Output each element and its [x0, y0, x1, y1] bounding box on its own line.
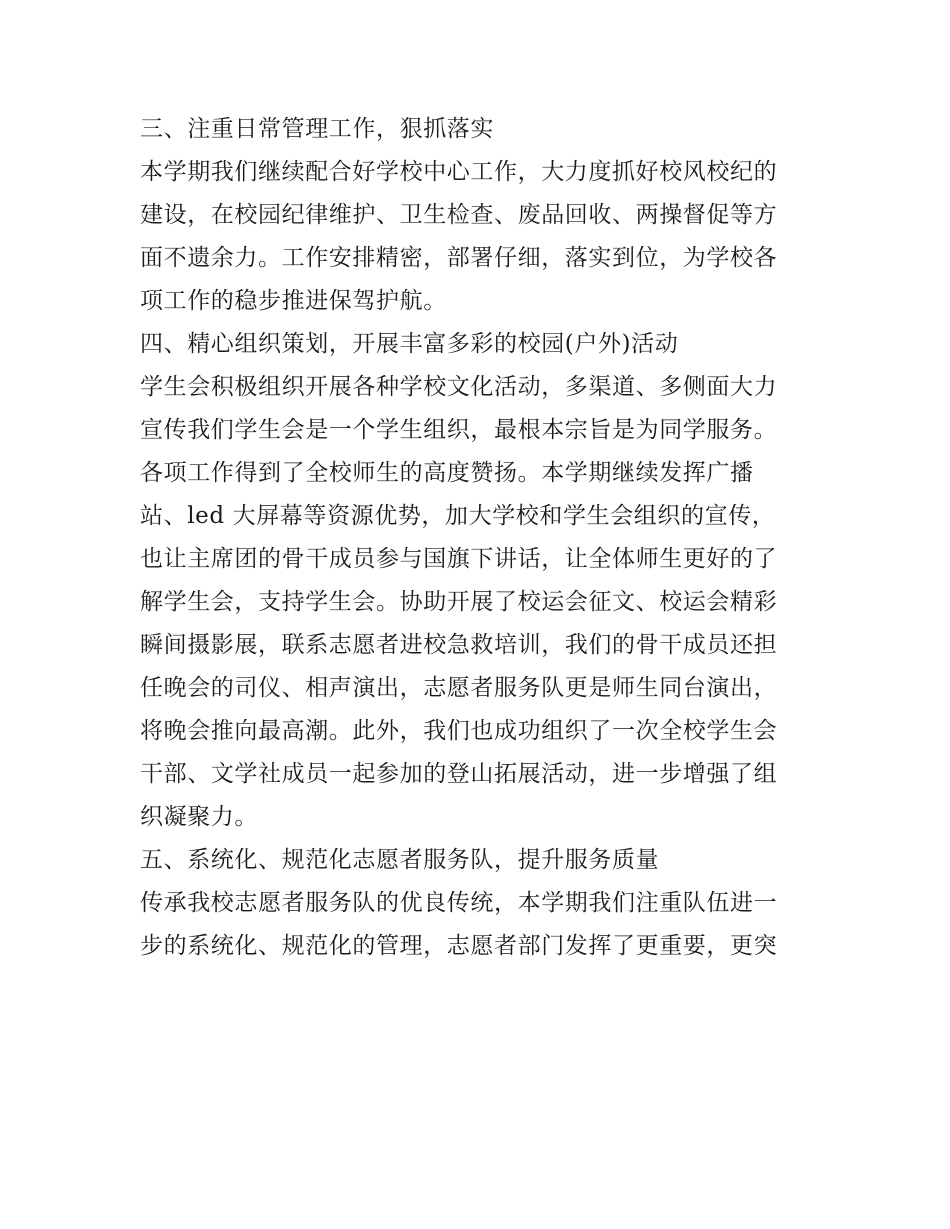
paragraph-line: 站、led 大屏幕等资源优势，加大学校和学生会组织的宣传， — [140, 503, 776, 529]
section-heading-5: 五、系统化、规范化志愿者服务队，提升服务质量 — [140, 847, 660, 873]
paragraph-line: 也让主席团的骨干成员参与国旗下讲话，让全体师生更好的了 — [140, 546, 778, 572]
paragraph-line: 干部、文学社成员一起参加的登山拓展活动，进一步增强了组 — [140, 761, 778, 787]
paragraph-line: 织凝聚力。 — [140, 804, 258, 830]
paragraph-line: 各项工作得到了全校师生的高度赞扬。本学期继续发挥广播 — [140, 460, 754, 486]
paragraph-line: 建设，在校园纪律维护、卫生检查、废品回收、两操督促等方 — [140, 202, 778, 228]
section-heading-4: 四、精心组织策划，开展丰富多彩的校园(户外)活动 — [140, 331, 679, 357]
paragraph-line: 步的系统化、规范化的管理，志愿者部门发挥了更重要，更突 — [140, 933, 778, 959]
paragraph-line: 瞬间摄影展，联系志愿者进校急救培训，我们的骨干成员还担 — [140, 632, 778, 658]
section-heading-3: 三、注重日常管理工作，狠抓落实 — [140, 116, 494, 142]
paragraph-line: 本学期我们继续配合好学校中心工作，大力度抓好校风校纪的 — [140, 159, 778, 185]
paragraph-line: 将晚会推向最高潮。此外，我们也成功组织了一次全校学生会 — [140, 718, 778, 744]
paragraph-line: 解学生会，支持学生会。协助开展了校运会征文、校运会精彩 — [140, 589, 778, 615]
paragraph-line: 学生会积极组织开展各种学校文化活动，多渠道、多侧面大力 — [140, 374, 778, 400]
paragraph-line: 面不遗余力。工作安排精密，部署仔细，落实到位，为学校各 — [140, 245, 778, 271]
paragraph-line: 项工作的稳步推进保驾护航。 — [140, 288, 447, 314]
document-body — [140, 108, 820, 968]
paragraph-line: 任晚会的司仪、相声演出，志愿者服务队更是师生同台演出， — [140, 675, 778, 701]
paragraph-line: 传承我校志愿者服务队的优良传统，本学期我们注重队伍进一 — [140, 890, 778, 916]
paragraph-line: 宣传我们学生会是一个学生组织，最根本宗旨是为同学服务。 — [140, 417, 778, 443]
